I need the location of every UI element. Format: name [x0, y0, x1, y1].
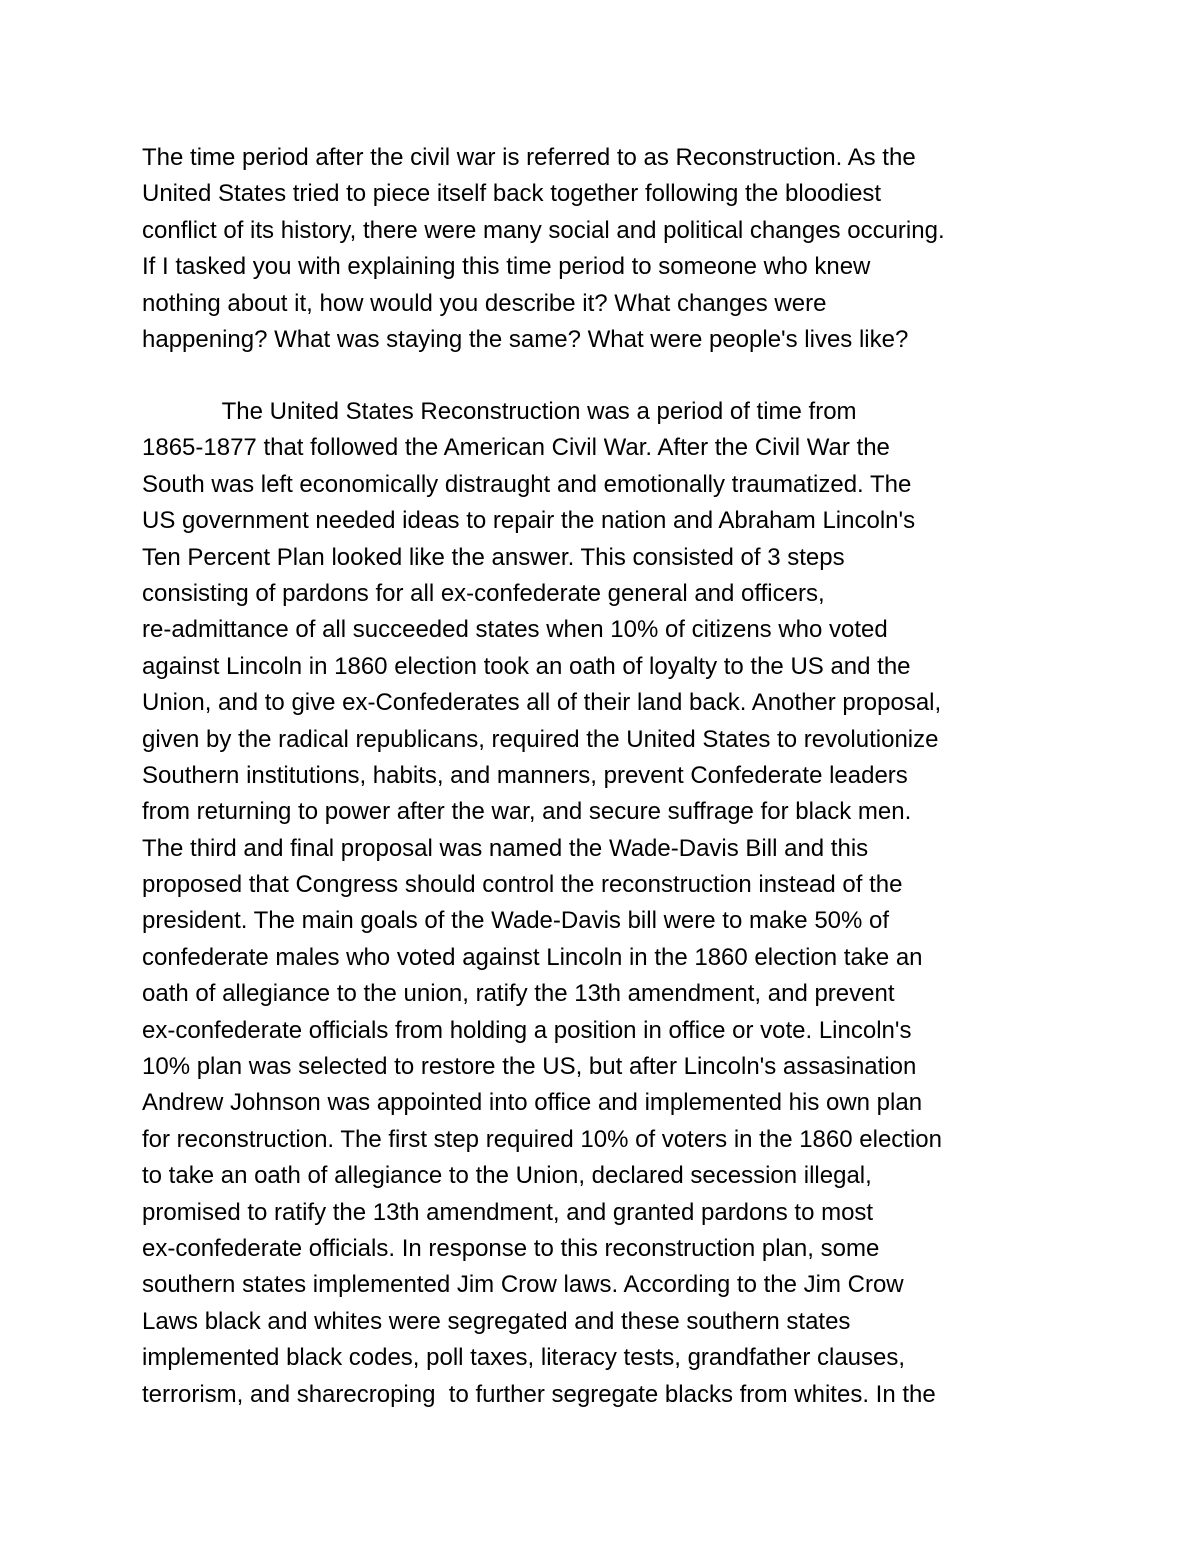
answer-paragraph	[142, 394, 1082, 1413]
answer-line: southern states implemented Jim Crow laws. According to the Jim Crow	[142, 1271, 904, 1299]
answer-line: Laws black and whites were segregated and these southern states	[142, 1307, 851, 1335]
prompt-line: If I tasked you with explaining this time period to someone who knew	[142, 253, 871, 281]
answer-line: promised to ratify the 13th amendment, and granted pardons to most	[142, 1198, 874, 1226]
answer-line: Union, and to give ex-Confederates all of their land back. Another proposal,	[142, 689, 942, 717]
answer-line: for reconstruction. The first step required 10% of voters in the 1860 election	[142, 1125, 942, 1153]
prompt-line: nothing about it, how would you describe it? What changes were	[142, 289, 827, 317]
prompt-line: The time period after the civil war is referred to as Reconstruction. As the	[142, 144, 916, 171]
prompt-line: happening? What was staying the same? What were people's lives like?	[142, 325, 909, 353]
answer-line: US government needed ideas to repair the nation and Abraham Lincoln's	[142, 507, 916, 535]
answer-line: Southern institutions, habits, and manners, prevent Confederate leaders	[142, 761, 908, 789]
answer-line: 1865-1877 that followed the American Civil War. After the Civil War the	[142, 434, 890, 462]
answer-line: re-admittance of all succeeded states when 10% of citizens who voted	[142, 616, 888, 644]
answer-line: The third and final proposal was named the Wade-Davis Bill and this	[142, 834, 869, 862]
answer-line: terrorism, and sharecroping to further segregate blacks from whites. In the	[142, 1380, 936, 1408]
answer-line: president. The main goals of the Wade-Davis bill were to make 50% of	[142, 907, 890, 935]
answer-line: proposed that Congress should control the reconstruction instead of the	[142, 871, 903, 899]
answer-line: oath of allegiance to the union, ratify the 13th amendment, and prevent	[142, 980, 895, 1008]
answer-line: 10% plan was selected to restore the US, but after Lincoln's assasination	[142, 1053, 917, 1081]
answer-line: South was left economically distraught and emotionally traumatized. The	[142, 470, 912, 498]
answer-line: implemented black codes, poll taxes, literacy tests, grandfather clauses,	[142, 1344, 906, 1372]
answer-line: from returning to power after the war, and secure suffrage for black men.	[142, 798, 912, 826]
answer-line: consisting of pardons for all ex-confederate general and officers,	[142, 579, 825, 607]
prompt-paragraph	[142, 140, 1082, 358]
answer-line: ex-confederate officials from holding a position in office or vote. Lincoln's	[142, 1016, 912, 1044]
answer-line: against Lincoln in 1860 election took an oath of loyalty to the US and the	[142, 652, 911, 680]
answer-line: Ten Percent Plan looked like the answer. This consisted of 3 steps	[142, 543, 845, 571]
answer-line: given by the radical republicans, required the United States to revolutionize	[142, 725, 939, 753]
answer-line: ex-confederate officials. In response to this reconstruction plan, some	[142, 1234, 880, 1262]
answer-line: confederate males who voted against Lincoln in the 1860 election take an	[142, 943, 923, 971]
prompt-line: conflict of its history, there were many social and political changes occuring.	[142, 216, 945, 244]
answer-line: The United States Reconstruction was a period of time from	[142, 398, 857, 425]
answer-line: to take an oath of allegiance to the Union, declared secession illegal,	[142, 1162, 872, 1190]
answer-line: Andrew Johnson was appointed into office and implemented his own plan	[142, 1089, 923, 1117]
prompt-line: United States tried to piece itself back together following the bloodiest	[142, 180, 882, 208]
